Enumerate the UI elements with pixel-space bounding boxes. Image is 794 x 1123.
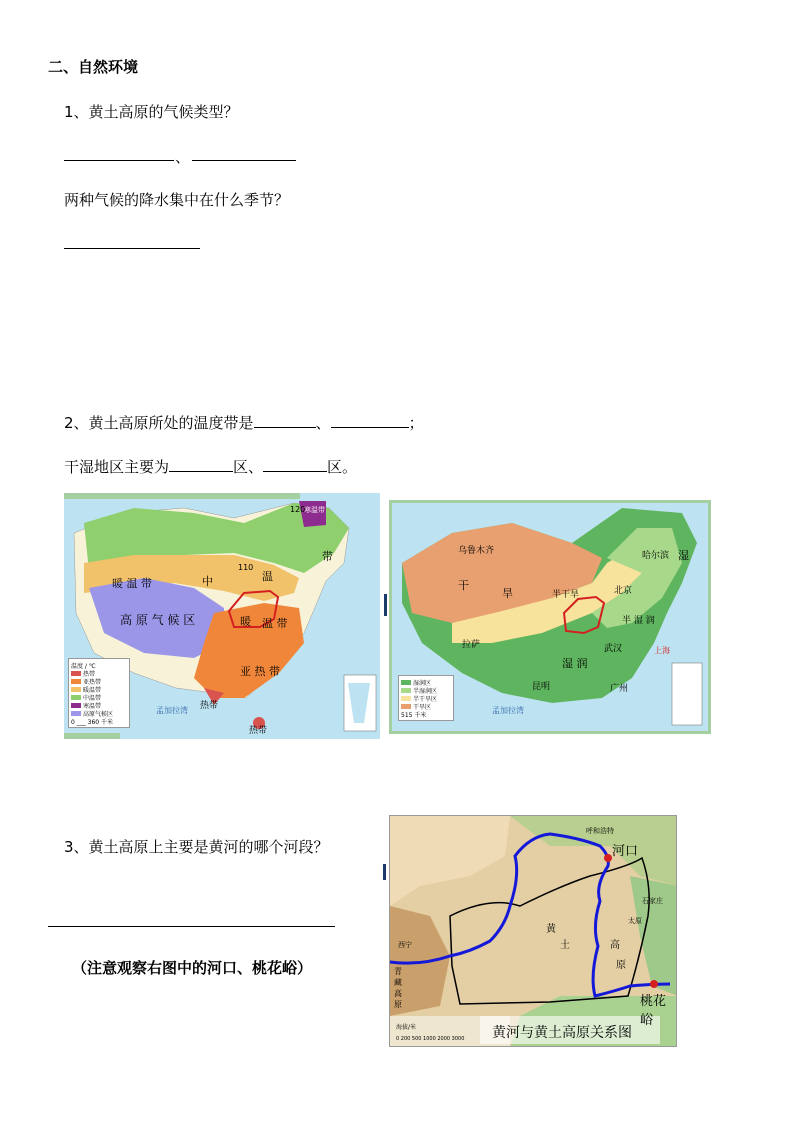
- figure-marker: [384, 594, 387, 616]
- map1-label-tropical-left: 热带: [200, 701, 219, 711]
- map2-urumqi: 乌鲁木齐: [458, 546, 495, 556]
- question-1-sub: 两种气候的降水集中在什么季节？: [64, 191, 290, 209]
- dry-wet-zone-map: [389, 500, 711, 734]
- map2-shanghai: 上海: [654, 646, 670, 655]
- map1-scale: 0 ___ 360 千米: [71, 718, 113, 726]
- map1-legend-title: 温度 / ℃: [71, 662, 96, 670]
- map2-dry2: 旱: [502, 587, 513, 600]
- map2-kunming: 昆明: [532, 682, 551, 692]
- map3-taohuayu: 桃花峪: [640, 994, 667, 1028]
- map1-label-lon-120: 120: [290, 505, 306, 514]
- map3-taiyuan: 太原: [628, 917, 642, 925]
- map1-label-temperate: 温: [262, 570, 273, 583]
- q2-line2-mid: 区、: [233, 458, 264, 476]
- map3-loess-2: 土: [560, 940, 570, 951]
- map2-scale: 515 千米: [401, 711, 427, 719]
- map2-semi-humid: 半 湿 润: [622, 616, 655, 626]
- answer-line-1a[interactable]: [64, 160, 174, 161]
- question-3: 3、黄土高原上主要是黄河的哪个河段？: [64, 838, 329, 856]
- map3-xining: 西宁: [398, 941, 412, 949]
- map1-legend: [68, 658, 130, 728]
- q2-prefix: 2、黄土高原所处的温度带是: [64, 414, 254, 432]
- map1-label-warm-belt: 温 带: [262, 617, 288, 630]
- map1-label-cold-temperate: 寒温带: [304, 506, 325, 514]
- map1-label-plateau-zone: 高 原 气 候 区: [120, 613, 196, 627]
- map3-scale-values: 0 200 500 1000 2000 3000: [396, 1036, 465, 1042]
- blank-temp-2[interactable]: [331, 413, 409, 428]
- blank-temp-1[interactable]: [254, 413, 316, 428]
- blank-dry-1[interactable]: [169, 457, 233, 472]
- map3-shijiazhuang: 石家庄: [642, 897, 663, 905]
- map2-legend-item: 半湿润区: [401, 686, 451, 694]
- map1-label-mid: 中: [202, 575, 213, 588]
- map2-beijing: 北京: [614, 586, 633, 596]
- map1-label-subtropical: 亚 热 带: [240, 665, 280, 678]
- map2-legend-item: 湿润区: [401, 678, 451, 686]
- temperature-zone-map: [64, 493, 380, 739]
- map3-loess-1: 黄: [546, 924, 556, 935]
- q2-end: ；: [408, 414, 424, 432]
- map2-legend: [398, 675, 454, 721]
- map2-guangzhou: 广州: [610, 684, 629, 694]
- map2-lhasa: 拉萨: [462, 640, 481, 650]
- map1-label-warm-temperate-top: 暖 温 带: [112, 577, 152, 590]
- map3-caption: 黄河与黄土高原关系图: [492, 1025, 632, 1041]
- map3-huhehaote: 呼和浩特: [586, 827, 614, 835]
- map1-legend-item: 亚热带: [71, 677, 127, 685]
- map1-legend-item: 暖温带: [71, 685, 127, 693]
- map2-dry1: 干: [458, 579, 469, 592]
- answer-line-1c[interactable]: [64, 248, 200, 249]
- blank-dry-2[interactable]: [263, 457, 327, 472]
- map2-humid-south: 湿 润: [562, 657, 588, 670]
- q2-line2-end: 区。: [327, 458, 358, 476]
- map1-label-warm: 暖: [240, 615, 251, 628]
- map3-scale-label: 海拔/米: [396, 1024, 417, 1031]
- map1-legend-item: 高原气候区: [71, 709, 127, 717]
- question-1: 1、黄土高原的气候类型？: [64, 103, 239, 121]
- map1-label-belt: 带: [322, 550, 333, 563]
- map1-legend-item: 寒温带: [71, 701, 127, 709]
- map2-wuhan: 武汉: [604, 644, 623, 654]
- q2-sep: 、: [315, 414, 331, 432]
- map2-legend-item: 干旱区: [401, 702, 451, 710]
- map3-hekou: 河口: [612, 844, 639, 859]
- figure-marker-2: [383, 864, 386, 880]
- answer-line-1b[interactable]: [192, 160, 296, 161]
- map1-legend-item: 中温带: [71, 693, 127, 701]
- answer-line-3[interactable]: [48, 926, 335, 927]
- map1-label-lon-110: 110: [238, 563, 254, 572]
- yellow-river-map: [389, 815, 677, 1047]
- q2-line2-prefix: 干湿地区主要为: [64, 458, 170, 476]
- map2-semi-dry: 半干旱: [552, 590, 580, 600]
- question-2-line2: [64, 456, 357, 477]
- section-title: 二、自然环境: [48, 58, 139, 76]
- map2-sea: 孟加拉湾: [492, 706, 524, 715]
- map2-harbin: 哈尔滨: [642, 551, 670, 561]
- map1-legend-item: 热带: [71, 669, 127, 677]
- question-3-note: （注意观察右图中的河口、桃花峪）: [72, 959, 313, 977]
- map2-humid: 湿: [678, 549, 689, 562]
- map3-loess-4: 原: [616, 960, 626, 971]
- map1-label-sea: 孟加拉湾: [156, 706, 188, 715]
- answer-separator: 、: [175, 148, 191, 166]
- question-2-line1: [64, 412, 424, 433]
- map2-legend-item: 半干旱区: [401, 694, 451, 702]
- map3-qinghai: 青藏高原: [394, 967, 402, 1009]
- map3-loess-3: 高: [610, 940, 620, 951]
- map1-label-tropical-bottom: 热带: [249, 726, 268, 736]
